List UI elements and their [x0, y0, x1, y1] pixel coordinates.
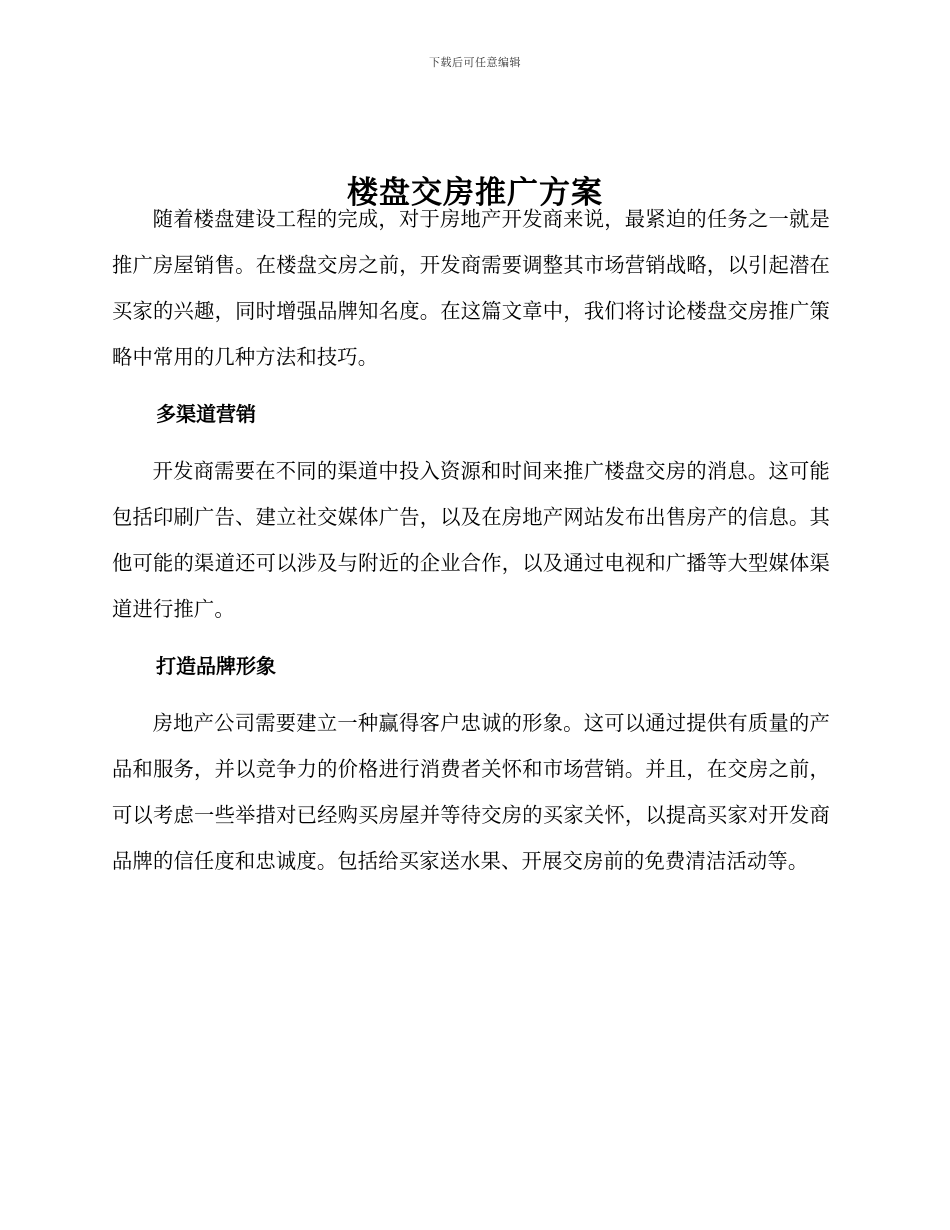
section-paragraph-multichannel: 开发商需要在不同的渠道中投入资源和时间来推广楼盘交房的消息。这可能包括印刷广告、建立社交媒体广告，以及在房地产网站发布出售房产的信息。其他可能的渠道还可以涉及与附近的企业合作，以及通过电视和广播等大型媒体渠道进行推广。 — [112, 459, 830, 621]
header-note: 下载后可任意编辑 — [429, 56, 521, 69]
document-title: 楼盘交房推广方案 — [347, 174, 603, 211]
intro-paragraph: 随着楼盘建设工程的完成，对于房地产开发商来说，最紧迫的任务之一就是推广房屋销售。在楼盘交房之前，开发商需要调整其市场营销战略，以引起潜在买家的兴趣，同时增强品牌知名度。在这篇文章中，我们将讨论楼盘交房推广策略中常用的几种方法和技巧。 — [112, 207, 830, 369]
section-heading-multichannel: 多渠道营销 — [156, 402, 256, 426]
section-heading-brand: 打造品牌形象 — [156, 654, 276, 678]
document-body — [112, 196, 830, 884]
section-paragraph-brand: 房地产公司需要建立一种赢得客户忠诚的形象。这可以通过提供有质量的产品和服务，并以竞争力的价格进行消费者关怀和市场营销。并且，在交房之前，可以考虑一些举措对已经购买房屋并等待交房的买家关怀，以提高买家对开发商品牌的信任度和忠诚度。包括给买家送水果、开展交房前的免费清洁活动等。 — [112, 711, 830, 873]
